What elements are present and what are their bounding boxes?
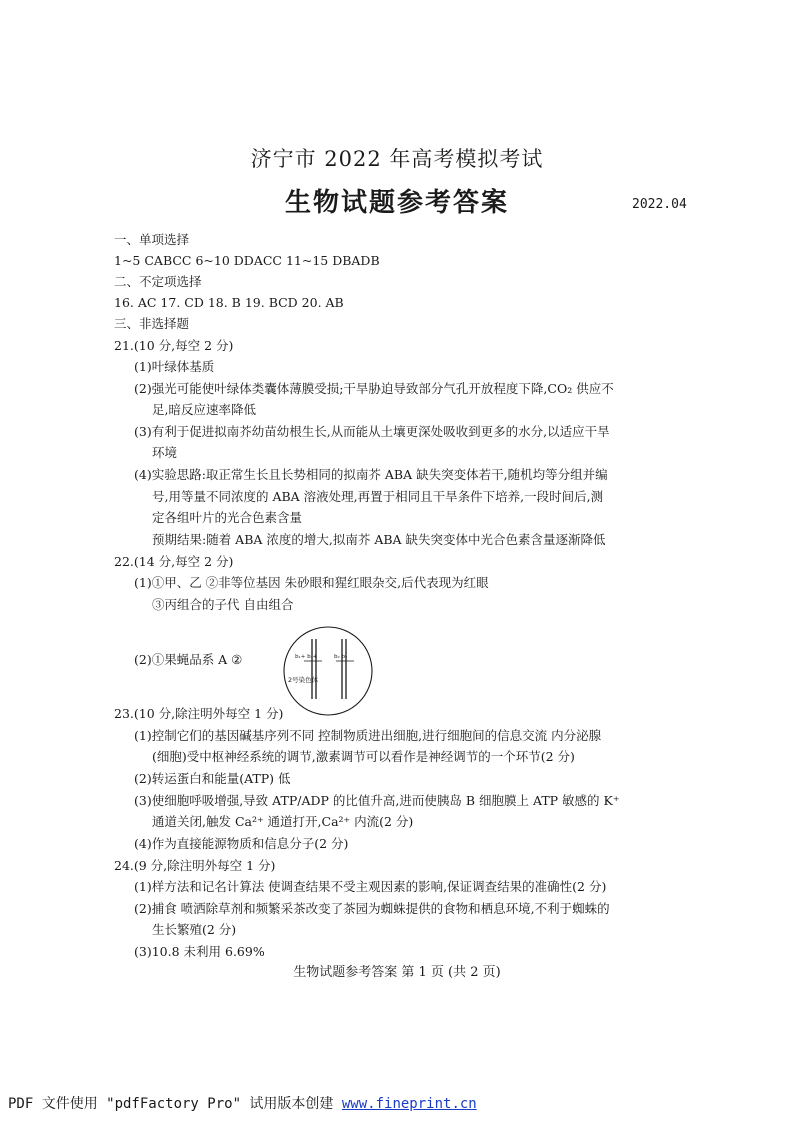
question-24-heading: 24.(9 分,除注明外每空 1 分) [114,858,276,873]
answer-line: (细胞)受中枢神经系统的调节,激素调节可以看作是神经调节的一个环节(2 分) [152,749,575,764]
answer-line: ③丙组合的子代 自由组合 [152,597,294,612]
answer-line: 环境 [152,445,178,460]
single-choice-answers: 1~5 CABCC 6~10 DDACC 11~15 DBADB [114,253,380,268]
question-21-heading: 21.(10 分,每空 2 分) [114,338,234,353]
question-22-heading: 22.(14 分,每空 2 分) [114,554,234,569]
answer-line: (3)使细胞呼吸增强,导致 ATP/ADP 的比值升高,进而使胰岛 B 细胞膜上 ATP 敏感的 K⁺ [134,793,620,808]
answer-line: (2)捕食 喷洒除草剂和频繁采茶改变了茶园为蜘蛛提供的食物和栖息环境,不利于蜘蛛的 [134,901,610,916]
answer-line: (2)强光可能使叶绿体类囊体薄膜受损;干旱胁迫导致部分气孔开放程度下降,CO₂ 供应不 [134,381,614,396]
exam-title: 济宁市 2022 年高考模拟考试 [250,147,544,171]
answer-line: 足,暗反应速率降低 [152,402,256,417]
answer-line: (1)叶绿体基质 [134,359,215,374]
answer-line: (3)有利于促进拟南芥幼苗幼根生长,从而能从土壤更深处吸收到更多的水分,以适应干旱 [134,424,610,439]
answer-line: 生长繁殖(2 分) [152,922,237,937]
fineprint-link[interactable]: www.fineprint.cn [341,1096,477,1112]
answer-line: 预期结果:随着 ABA 浓度的增大,拟南芥 ABA 缺失突变体中光合色素含量逐渐降低 [152,532,606,547]
answer-line: (4)作为直接能源物质和信息分子(2 分) [134,836,349,851]
document-date: 2022.04 [632,197,687,212]
question-23-heading: 23.(10 分,除注明外每空 1 分) [114,706,284,721]
answer-line: (1)①甲、乙 ②非等位基因 朱砂眼和猩红眼杂交,后代表现为红眼 [134,575,489,590]
pdf-creator-note [8,1093,477,1113]
answer-line: (1)控制它们的基因碱基序列不同 控制物质进出细胞,进行细胞间的信息交流 内分泌腺 [134,728,602,743]
gene-label-left: b₁+ b₁+ [295,654,318,660]
section-heading-single-choice: 一、单项选择 [114,232,190,247]
chromosome-diagram [282,625,374,717]
answer-line: (3)10.8 未利用 6.69% [134,944,265,959]
section-heading-non-choice: 三、非选择题 [114,316,190,331]
answer-line: (4)实验思路:取正常生长且长势相同的拟南芥 ABA 缺失突变体若干,随机均等分组并编 [134,467,608,482]
answer-line: 通道关闭,触发 Ca²⁺ 通道打开,Ca²⁺ 内流(2 分) [152,814,414,829]
answer-line: (2)①果蝇品系 A ② [134,652,243,667]
answer-line: 号,用等量不同浓度的 ABA 溶液处理,再置于相同且干旱条件下培养,一段时间后,测 [152,489,604,504]
answer-line: (1)样方法和记名计算法 使调查结果不受主观因素的影响,保证调查结果的准确性(2 分) [134,879,607,894]
document-title: 生物试题参考答案 [284,188,509,218]
multiple-choice-answers: 16. AC 17. CD 18. B 19. BCD 20. AB [114,295,344,310]
section-heading-multiple-choice: 二、不定项选择 [114,274,202,289]
page-footer: 生物试题参考答案 第 1 页 (共 2 页) [293,965,501,980]
cell-outline [284,627,372,715]
gene-label-right: b₂ b₂ [334,654,348,660]
answer-line: (2)转运蛋白和能量(ATP) 低 [134,771,291,786]
diagram-caption: 2号染色体 [288,676,319,684]
answer-line: 定各组叶片的光合色素含量 [152,510,303,525]
pdf-note-text: PDF 文件使用 "pdfFactory Pro" 试用版本创建 [8,1096,342,1112]
